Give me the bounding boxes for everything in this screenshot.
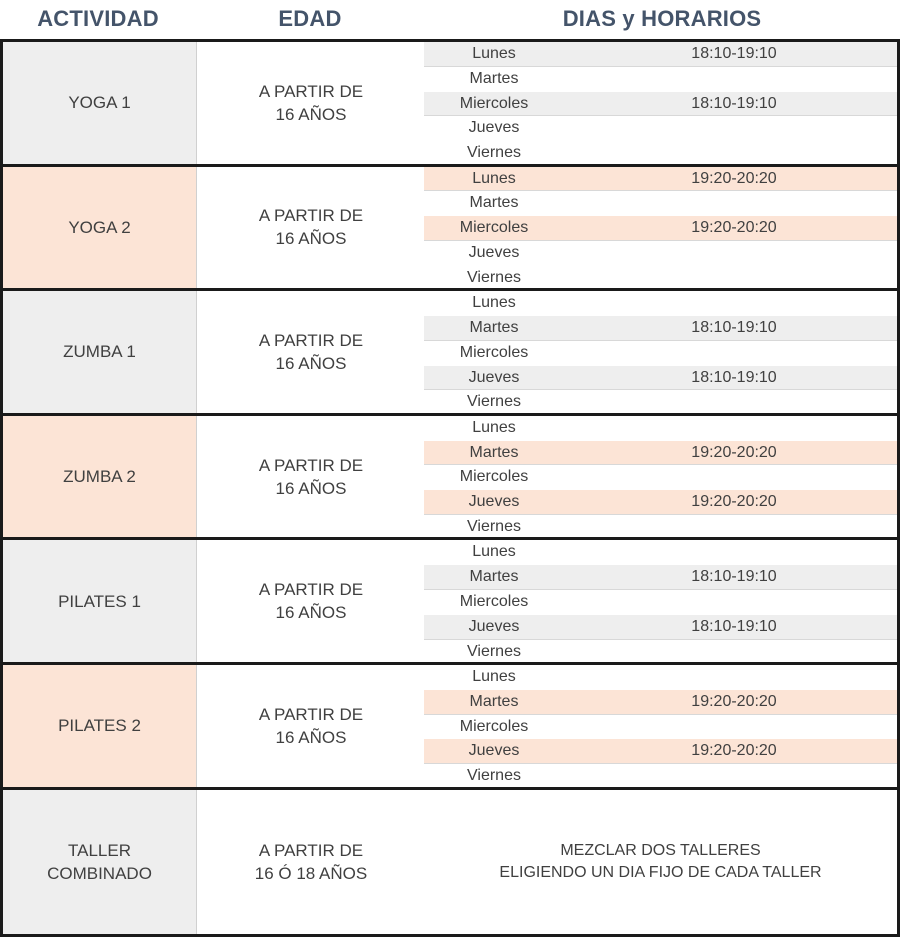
schedule-row: [424, 416, 897, 441]
age-cell: [197, 42, 425, 164]
day-label: Martes: [469, 692, 519, 710]
schedule-row: [424, 141, 897, 166]
schedule-row: [424, 216, 897, 241]
schedule-row: [424, 241, 897, 266]
schedule-row: [424, 490, 897, 515]
day-label: Miercoles: [459, 468, 529, 486]
schedule-row: [424, 42, 897, 67]
age-line1: A PARTIR DE: [258, 206, 364, 226]
day-label: Martes: [469, 568, 519, 586]
schedule-row: [424, 92, 897, 117]
activity-name: ZUMBA 1: [3, 291, 197, 413]
day-label: Lunes: [472, 668, 516, 685]
age-line2: 16 AÑOS: [275, 727, 347, 747]
activity-block: [0, 413, 900, 538]
day-label: Viernes: [467, 393, 521, 411]
day-label: Lunes: [472, 543, 516, 561]
time-label: 19:20-20:20: [691, 219, 777, 237]
schedule-rows: [424, 291, 897, 413]
schedule-row: [424, 441, 897, 466]
schedule-row: [424, 739, 897, 764]
time-label: 19:20-20:20: [691, 742, 777, 760]
age-cell: [197, 416, 425, 538]
age-line1: A PARTIR DE: [258, 81, 364, 101]
day-label: Viernes: [467, 268, 521, 286]
header-edad: EDAD: [278, 6, 342, 31]
schedule-row: [424, 465, 897, 490]
schedule-row: [424, 167, 897, 192]
schedule-row: [424, 366, 897, 391]
activity-block-combo: [0, 787, 900, 937]
schedule-row: [424, 565, 897, 590]
day-label: Viernes: [467, 767, 521, 785]
schedule-row: [424, 266, 897, 291]
activity-name: YOGA 1: [3, 42, 197, 164]
activity-block: [0, 39, 900, 164]
day-label: Jueves: [468, 119, 520, 137]
age-line1: A PARTIR DE: [258, 580, 364, 600]
day-label: Miercoles: [459, 592, 529, 610]
activity-name-line1: TALLER: [68, 840, 131, 860]
time-label: 18:10-19:10: [691, 568, 777, 586]
age-cell: [197, 291, 425, 413]
age-line1: A PARTIR DE: [258, 330, 364, 350]
activity-name: ZUMBA 2: [3, 416, 197, 538]
day-label: Martes: [469, 318, 519, 336]
day-label: Miercoles: [459, 219, 529, 237]
schedule-rows: [424, 540, 897, 662]
age-cell: [197, 790, 425, 934]
activity-name: YOGA 2: [3, 167, 197, 289]
age-line2: 16 AÑOS: [275, 603, 347, 623]
schedule-row: [424, 690, 897, 715]
day-label: Jueves: [468, 742, 520, 760]
day-label: Martes: [469, 69, 519, 87]
time-label: 19:20-20:20: [691, 493, 777, 511]
schedule-row: [424, 191, 897, 216]
day-label: Miercoles: [459, 717, 529, 735]
day-label: Viernes: [467, 144, 521, 162]
activity-block: [0, 537, 900, 662]
schedule-row: [424, 665, 897, 690]
schedule-row: [424, 341, 897, 366]
combo-text-line2: ELIGIENDO UN DIA FIJO DE CADA TALLER: [499, 863, 822, 881]
day-label: Lunes: [472, 169, 516, 187]
combo-text-line1: MEZCLAR DOS TALLERES: [560, 841, 761, 859]
schedule-rows: [424, 665, 897, 787]
activity-block: [0, 288, 900, 413]
activity-name: [3, 790, 197, 934]
day-label: Jueves: [468, 617, 520, 635]
day-label: Viernes: [467, 642, 521, 660]
time-label: 18:10-19:10: [691, 617, 777, 635]
time-label: 18:10-19:10: [691, 94, 777, 112]
combo-description: [424, 790, 897, 934]
day-label: Viernes: [467, 517, 521, 535]
age-cell: [197, 665, 425, 787]
day-label: Lunes: [472, 418, 516, 436]
schedule-row: [424, 515, 897, 540]
age-line1: A PARTIR DE: [258, 704, 364, 724]
day-label: Jueves: [468, 368, 520, 386]
table-header: [0, 0, 900, 40]
day-label: Lunes: [472, 45, 516, 62]
activity-block: [0, 662, 900, 787]
schedule-rows: [424, 42, 897, 164]
schedule-row: [424, 67, 897, 92]
activity-name: PILATES 1: [3, 540, 197, 662]
time-label: 18:10-19:10: [691, 318, 777, 336]
schedule-table: [0, 39, 900, 937]
day-label: Martes: [469, 443, 519, 461]
age-line1: A PARTIR DE: [258, 840, 364, 860]
time-label: 18:10-19:10: [691, 368, 777, 386]
schedule-rows: [424, 416, 897, 538]
schedule-row: [424, 316, 897, 341]
age-line2: 16 AÑOS: [275, 229, 347, 249]
time-label: 19:20-20:20: [691, 443, 777, 461]
day-label: Martes: [469, 194, 519, 212]
schedule-row: [424, 291, 897, 316]
header-actividad: ACTIVIDAD: [37, 6, 159, 31]
activity-block: [0, 164, 900, 289]
age-cell: [197, 540, 425, 662]
age-line2: 16 Ó 18 AÑOS: [254, 863, 368, 883]
schedule-row: [424, 590, 897, 615]
time-label: 18:10-19:10: [691, 45, 777, 62]
time-label: 19:20-20:20: [691, 169, 777, 187]
schedule-row: [424, 615, 897, 640]
schedule-rows: [424, 167, 897, 289]
age-line2: 16 AÑOS: [275, 104, 347, 124]
schedule-row: [424, 715, 897, 740]
schedule-row: [424, 640, 897, 665]
day-label: Miercoles: [459, 343, 529, 361]
activity-name-line2: COMBINADO: [47, 863, 152, 883]
day-label: Jueves: [468, 243, 520, 261]
activity-name: PILATES 2: [3, 665, 197, 787]
day-label: Lunes: [472, 294, 516, 312]
schedule-row: [424, 764, 897, 789]
schedule-row: [424, 540, 897, 565]
schedule-row: [424, 390, 897, 415]
age-line2: 16 AÑOS: [275, 353, 347, 373]
age-line1: A PARTIR DE: [258, 455, 364, 475]
header-dias-horarios: DIAS y HORARIOS: [562, 6, 762, 31]
schedule-row: [424, 116, 897, 141]
time-label: 19:20-20:20: [691, 692, 777, 710]
day-label: Miercoles: [459, 94, 529, 112]
day-label: Jueves: [468, 493, 520, 511]
age-line2: 16 AÑOS: [275, 478, 347, 498]
age-cell: [197, 167, 425, 289]
